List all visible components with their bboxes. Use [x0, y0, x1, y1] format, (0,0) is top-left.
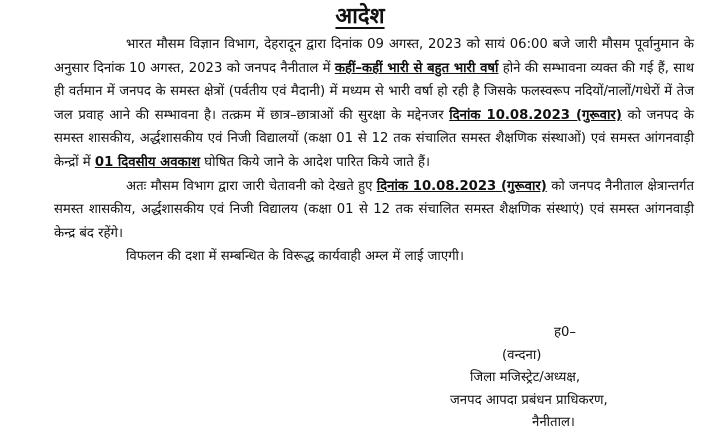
paragraph-penalty: विफलन की दशा में सम्बन्धित के विरूद्ध कार्यवाही अम्ल में लाई जाएगी। [126, 249, 464, 265]
paragraph-closure [54, 175, 694, 246]
highlight-date: दिनांक 10.08.2023 (गुरूवार) [449, 107, 622, 123]
highlight-heavy-rain: कहीं–कहीं भारी से बहुत भारी वर्षा [334, 60, 499, 76]
paragraph-forecast [54, 33, 694, 175]
signature-mark: ह0– [554, 325, 576, 340]
paragraph-text: भारत मौसम विज्ञान विभाग, देहरादून द्वारा दिनांक 09 अगस्त, 2023 को सायं 06:00 बजे जारी मौसम पूर्वानुमान के अनुसार दिनांक 10 अगस्त, 2023 को जनपद नैनीताल में [54, 37, 694, 76]
signatory-authority: जनपद आपदा प्रबंधन प्राधिकरण, [450, 392, 608, 408]
signatory-place: नैनीताल। [532, 415, 575, 431]
signatory-name: (वन्दना) [502, 347, 542, 363]
document-title: आदेश [335, 4, 385, 29]
signature-block [450, 322, 710, 435]
highlight-date: दिनांक 10.08.2023 (गुरूवार) [376, 178, 547, 194]
paragraph-text: घोषित किये जाने के आदेश पारित किये जाते हैं। [200, 154, 430, 170]
paragraph-text: को जनपद के समस्त शासकीय, अर्द्धशासकीय एवं निजी विद्यालयों (कक्षा 01 से 12 तक संचालित समस्त शैक्षणिक संस्थाओं) एवं समस्त आंगनवाड़ी केन्द्रों में [54, 107, 694, 170]
paragraph-text: को जनपद नैनीताल क्षेत्रान्तर्गत समस्त शासकीय, अर्द्धशासकीय एवं निजी विद्यालय (कक्षा 01 से 12 तक संचालित समस्त शैक्षणिक संस्थाएं) एवं समस्त आंगनवाड़ी केन्द्र बंद रहेंगे। [54, 178, 694, 241]
signatory-designation: जिला मजिस्ट्रेट/अध्यक्ष, [470, 370, 581, 386]
paragraph-text: अतः मौसम विभाग द्वारा जारी चेतावनी को देखते हुए [126, 178, 377, 194]
document-body [54, 33, 694, 269]
highlight-holiday: 01 दिवसीय अवकाश [94, 154, 201, 170]
paragraph-text: होने की सम्भावना व्यक्त की गई हैं, साथ ही वर्तमान में जनपद के समस्त क्षेत्रों (पर्वतीय एवं मैदानी) में मध्यम से भारी वर्षा हो रही है जिसके फलस्वरूप नदियों/नालों/गधेरों में तेज जल प्रवाह आने की सम्भावना है। तत्क्रम में छात्र–छात्राओं की सुरक्षा के मद्देनजर [54, 60, 694, 123]
